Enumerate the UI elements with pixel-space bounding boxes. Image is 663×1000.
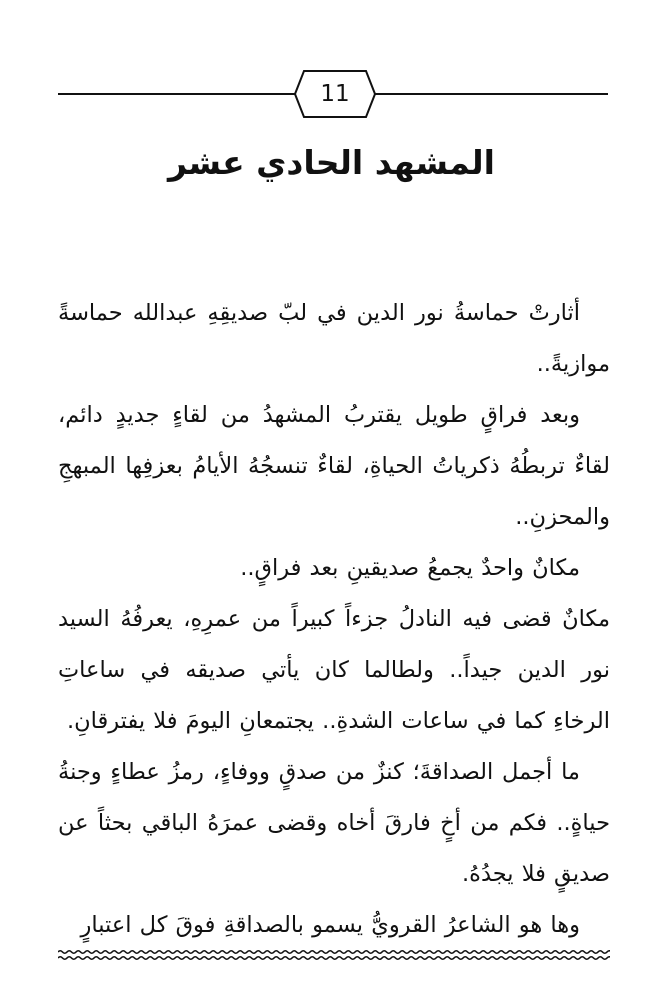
header-rule-right xyxy=(366,93,608,95)
footer-wavy-rule xyxy=(58,948,610,962)
header-rule-left xyxy=(58,93,304,95)
page-header xyxy=(0,0,663,140)
paragraph: ما أجمل الصداقةَ؛ كنزٌ من صدقٍ ووفاءٍ، رمزُ عطاءٍ وجنةُ حياةٍ.. فكم من أخٍ فارقَ أخاه وقضى عمرَهُ الباقي بحثاً عن صديقٍ فلا يجدُهُ. xyxy=(58,759,610,887)
paragraph: أثارتْ حماسةُ نور الدين في لبّ صديقِهِ عبدالله حماسةً موازيةً.. xyxy=(58,300,610,377)
paragraph: وبعد فراقٍ طويل يقتربُ المشهدُ من لقاءٍ جديدٍ دائم، لقاءٌ تربطُهُ ذكرياتُ الحياةِ، لقاءٌ تنسجُهُ الأيامُ بعزفِها المبهجِ والمحزنِ.. xyxy=(58,402,610,530)
scene-title: المشهد الحادي عشر xyxy=(168,143,495,182)
body-text xyxy=(58,288,610,951)
page-number: 11 xyxy=(320,81,350,107)
paragraph: مكانٌ واحدٌ يجمعُ صديقينِ بعد فراقٍ.. xyxy=(240,555,580,581)
paragraph: وها هو الشاعرُ القرويُّ يسمو بالصداقةِ فوقَ كل اعتبارٍ xyxy=(80,912,580,938)
paragraph: مكانٌ قضى فيه النادلُ جزءاً كبيراً من عمرِهِ، يعرفُهُ السيد نور الدين جيداً.. ولطالما كان يأتي صديقه في ساعاتِ الرخاءِ كما في ساعات الشدةِ.. يجتمعانِ اليومَ فلا يفترقانِ. xyxy=(58,606,610,734)
